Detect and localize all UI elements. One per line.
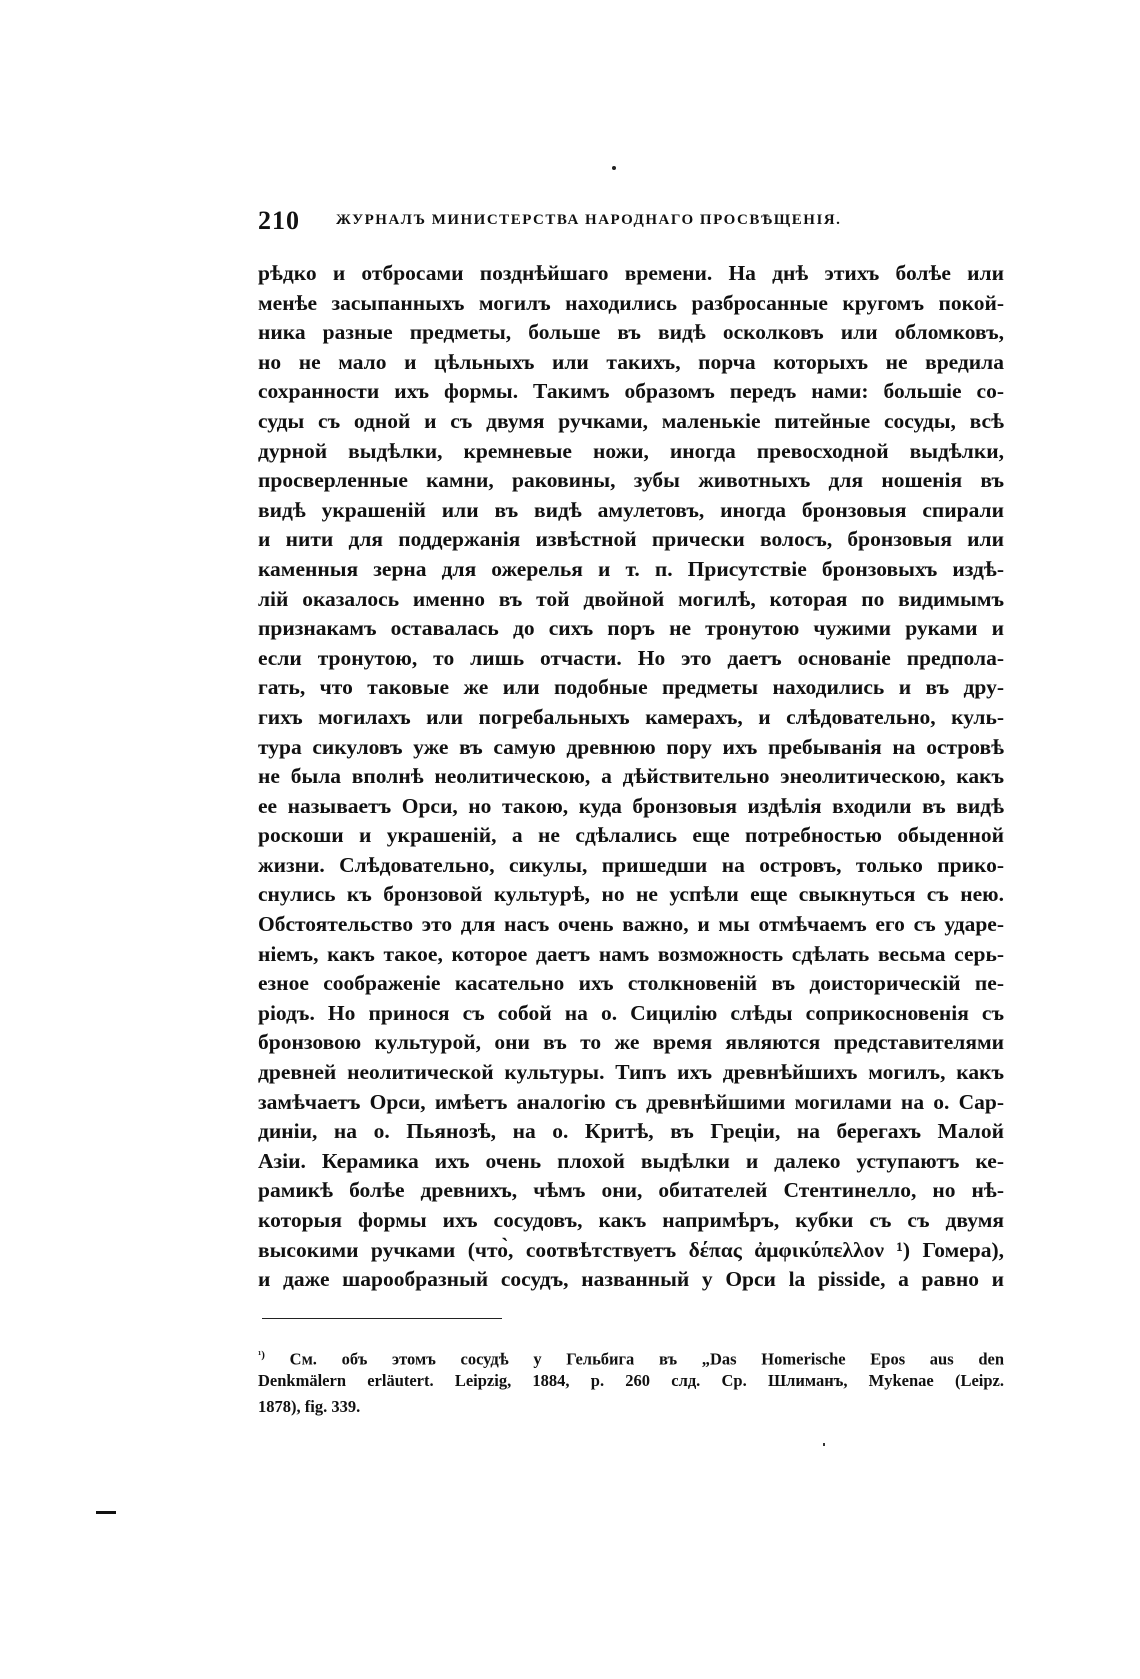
text-line: гихъ могилахъ или погребальныхъ камерахъ, и слѣдовательно, куль- <box>258 704 1004 729</box>
text-line: ее называетъ Орси, но такою, куда бронзовыя издѣлія входили въ видѣ <box>258 793 1004 818</box>
text-line: менѣе засыпанныхъ могилъ находились разбросанные кругомъ покой- <box>258 290 1004 315</box>
page-header <box>258 206 913 240</box>
text-line: езное соображеніе касательно ихъ столкновеній въ доисторическій пе- <box>258 971 1004 996</box>
text-line: ніемъ, какъ такое, которое даетъ намъ возможность сдѣлать весьма серь- <box>258 941 1004 966</box>
text-line: высокими ручками (что̀, соотвѣтствуетъ δέπας ἀμφικύπελλον ¹) Гомера), <box>258 1237 1004 1262</box>
text-line: гать, что таковые же или подобные предметы находились и въ дру- <box>258 675 1004 700</box>
text-line: сохранности ихъ формы. Такимъ образомъ передъ нами: большіе со- <box>258 379 1004 404</box>
text-line: роскоши и украшеній, а не сдѣлались еще потребностью обыденной <box>258 823 1004 848</box>
text-line: ріодъ. Но принося съ собой на о. Сицилію слѣды соприкосновенія съ <box>258 1000 1004 1025</box>
footnote <box>258 1342 1004 1420</box>
text-line: просверленные камни, раковины, зубы животныхъ для ношенія въ <box>258 468 1004 493</box>
text-line: видѣ украшеній или въ видѣ амулетовъ, иногда бронзовыя спирали <box>258 497 1004 522</box>
margin-dash-mark <box>96 1511 116 1514</box>
footnote-rule <box>262 1318 502 1319</box>
text-line: рѣдко и отбросами позднѣйшаго времени. На днѣ этихъ болѣе или <box>258 261 1004 285</box>
footnote-marker: ¹) <box>258 1349 265 1361</box>
text-line: тура сикуловъ уже въ самую древнюю пору ихъ пребыванія на островѣ <box>258 734 1004 759</box>
text-line: и даже шарообразный сосудъ, названный у Орси la pisside, а равно и <box>258 1267 1004 1292</box>
text-line: Обстоятельство это для насъ очень важно, и мы отмѣчаемъ его съ ударе- <box>258 912 1004 937</box>
footnote-line: Denkmälern erläutert. Leipzig, 1884, p. 260 слд. Ср. Шлиманъ, Mykenae (Leipz. <box>258 1371 1004 1390</box>
text-line: каменныя зерна для ожерелья и т. п. Присутствіе бронзовыхъ издѣ- <box>258 556 1004 581</box>
footnote-line: 1878), fig. 339. <box>258 1397 361 1416</box>
text-line: суды съ одной и съ двумя ручками, маленькіе питейные сосуды, всѣ <box>258 408 1004 433</box>
text-line: но не мало и цѣльныхъ или такихъ, порча которыхъ не вредила <box>258 349 1004 374</box>
text-line: которыя формы ихъ сосудовъ, какъ напримѣръ, кубки съ съ двумя <box>258 1208 1004 1232</box>
text-line: и нити для поддержанія извѣстной прически волосъ, бронзовыя или <box>258 527 1004 552</box>
text-line: дурной выдѣлки, кремневые ножи, иногда превосходной выдѣлки, <box>258 438 1004 463</box>
text-line: не была вполнѣ неолитическою, а дѣйствительно энеолитическою, какъ <box>258 764 1004 789</box>
text-line: Азіи. Керамика ихъ очень плохой выдѣлки и далеко уступаютъ ке- <box>258 1148 1004 1173</box>
text-line: древней неолитической культуры. Типъ ихъ древнѣйшихъ могилъ, какъ <box>258 1060 1004 1085</box>
text-line: жизни. Слѣдовательно, сикулы, пришедши на островъ, только прико- <box>258 852 1004 877</box>
running-title: ЖУРНАЛЪ МИНИСТЕРСТВА НАРОДНАГО ПРОСВѢЩЕНІЯ. <box>336 212 842 228</box>
text-line: замѣчаетъ Орси, имѣетъ аналогію съ древнѣйшими могилами на о. Сар- <box>258 1089 1004 1114</box>
text-line: признакамъ оставалась до сихъ поръ не тронутою чужими руками и <box>258 616 1004 641</box>
text-line: если тронутою, то лишь отчасти. Но это даетъ основаніе предпола- <box>258 645 1004 670</box>
page-dot-mark <box>612 166 616 170</box>
text-line: снулись къ бронзовой культурѣ, но не успѣли еще свыкнуться съ нею. <box>258 882 1004 907</box>
body-text <box>258 259 1004 1295</box>
footnote-text: См. объ этомъ сосудѣ у Гельбига въ „Das Homerische Epos aus den <box>289 1349 1004 1368</box>
text-line: бронзовою культурой, они въ то же время являются представителями <box>258 1030 1004 1055</box>
text-line: рамикѣ болѣе древнихъ, чѣмъ они, обитателей Стентинелло, но нѣ- <box>258 1178 1004 1203</box>
text-line: лій оказалось именно въ той двойной могилѣ, которая по видимымъ <box>258 586 1004 611</box>
text-line: ника разные предметы, больше въ видѣ осколковъ или обломковъ, <box>258 320 1004 345</box>
text-line: диніи, на о. Пьянозѣ, на о. Критѣ, въ Греціи, на берегахъ Малой <box>258 1119 1004 1144</box>
footnote-line <box>258 1342 1004 1368</box>
stray-mark <box>823 1443 825 1446</box>
page-number: 210 <box>258 206 300 235</box>
